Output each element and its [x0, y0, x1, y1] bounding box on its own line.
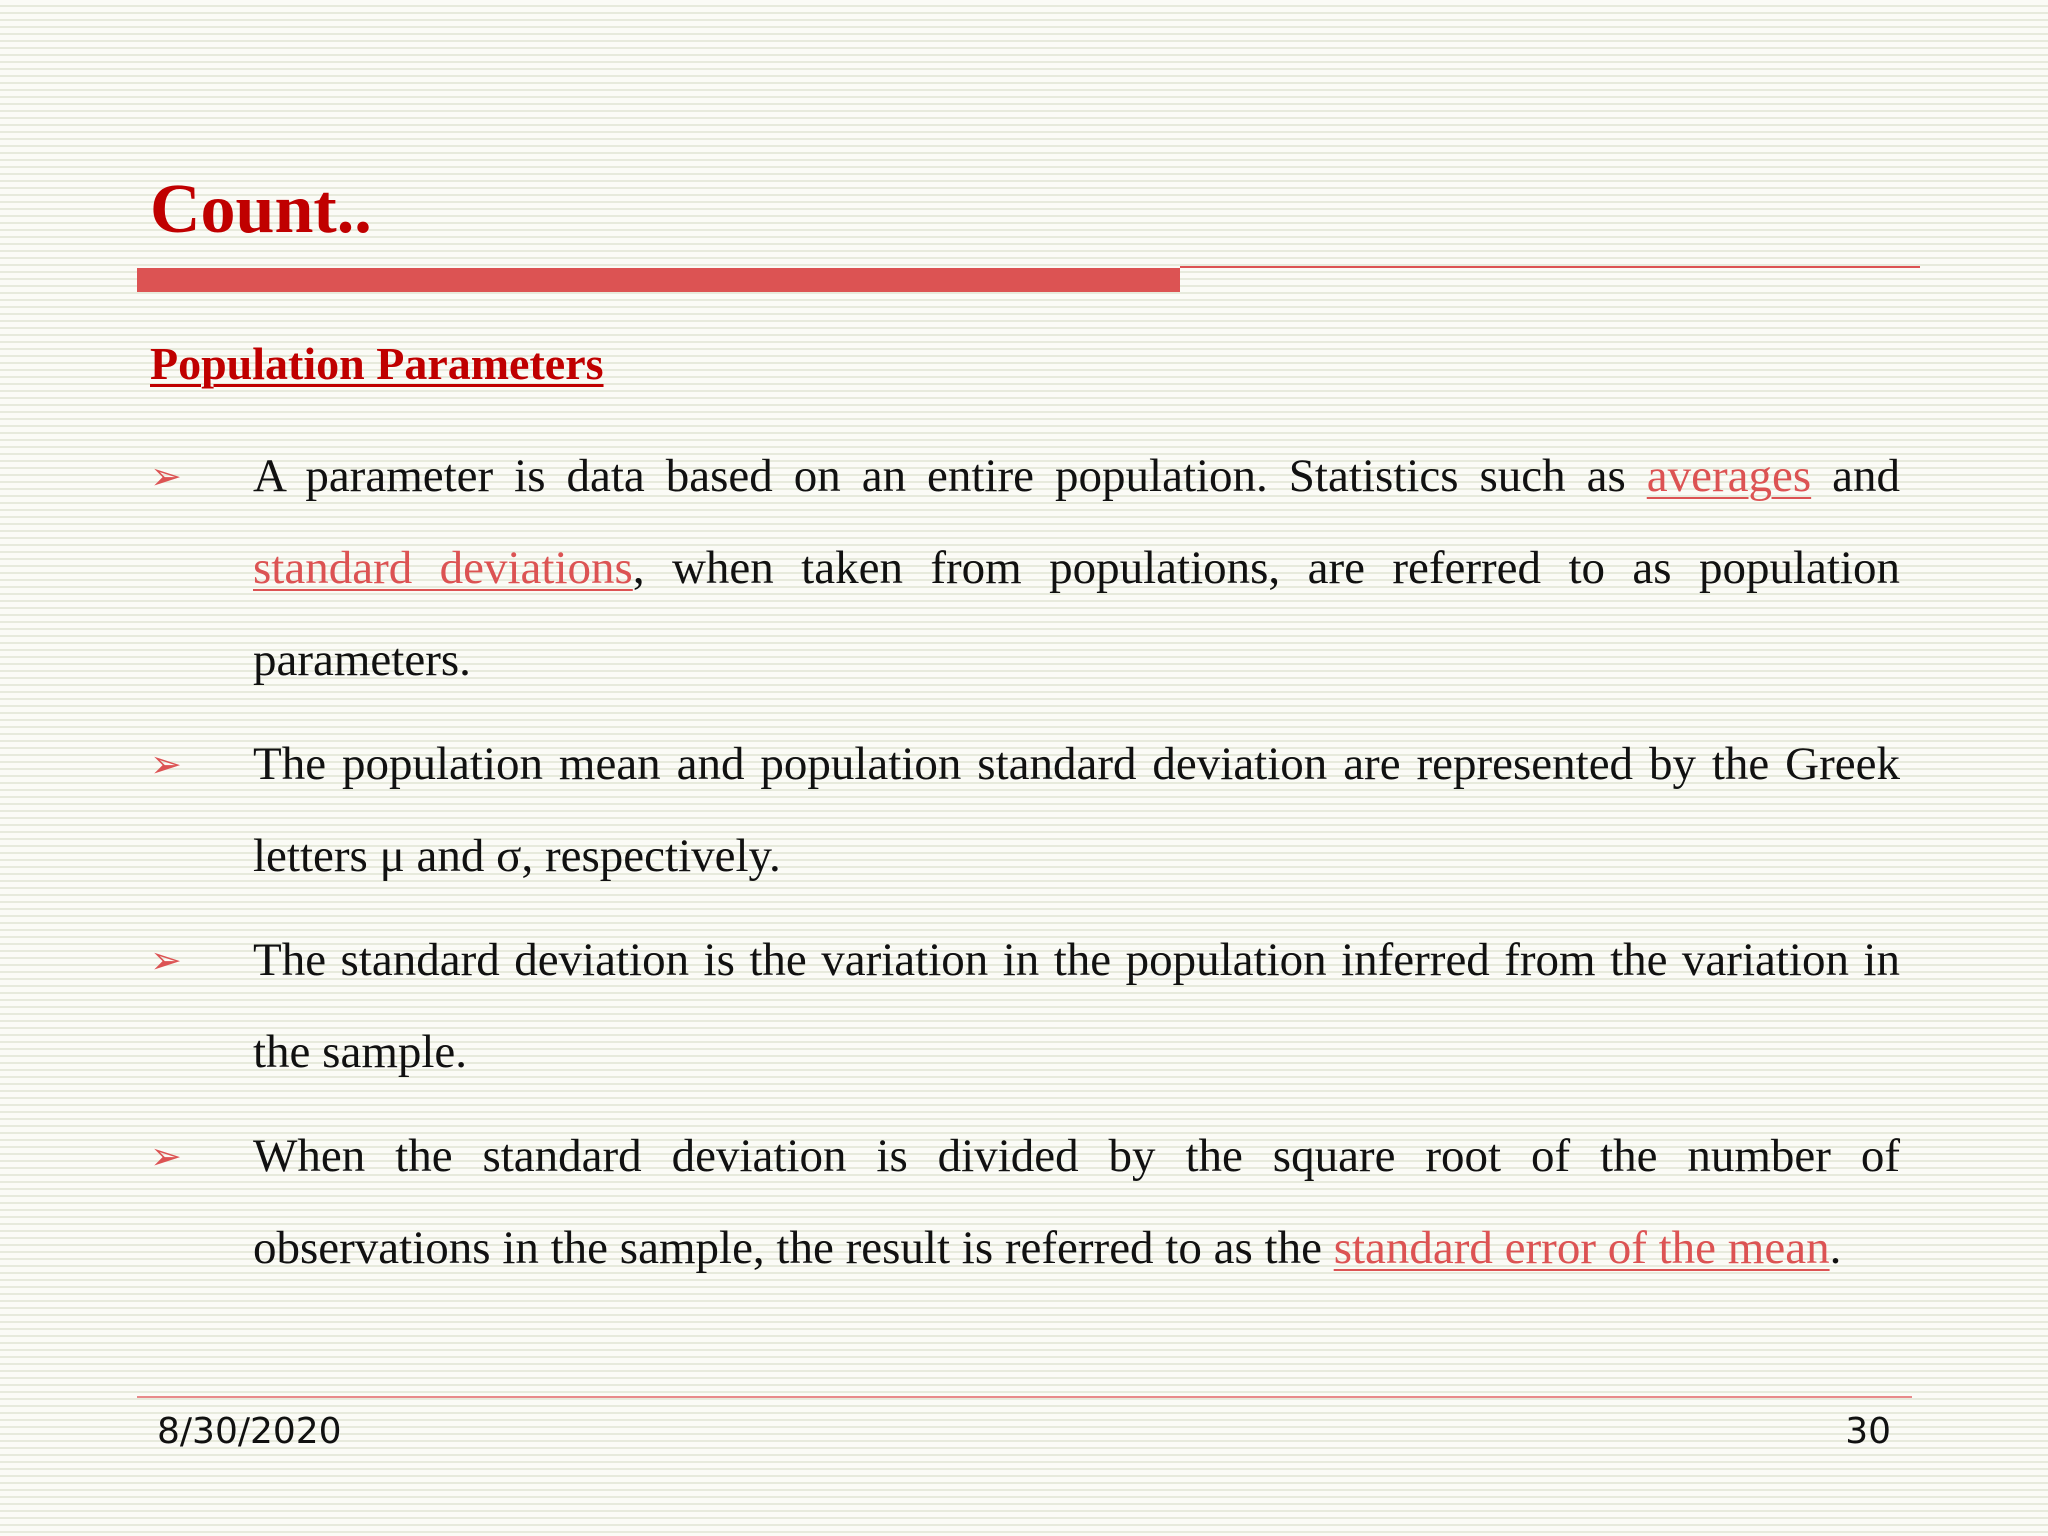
bullet-text-segment: A parameter is data based on an entire population. Statistics such as: [253, 450, 1647, 502]
bullet-text: [253, 914, 1900, 1098]
bullet-text-segment: The standard deviation is the variation in the population inferred from the variation in the sample.: [253, 934, 1900, 1078]
arrow-bullet-icon: ➢: [150, 1134, 182, 1178]
bullet-text-segment: and: [1811, 450, 1900, 502]
bullet-text: [253, 430, 1900, 706]
bullet-text-segment: .: [1829, 1222, 1842, 1274]
bullet-text: [253, 1110, 1900, 1294]
standard-deviations-link[interactable]: standard deviations: [253, 542, 633, 594]
standard-error-of-the-mean-link[interactable]: standard error of the mean: [1333, 1222, 1830, 1274]
title-rule-thick: [137, 268, 1180, 292]
title-rule-thin: [1180, 266, 1920, 268]
bullet-item-3: [150, 914, 1900, 1098]
arrow-bullet-icon: ➢: [150, 938, 182, 982]
footer-rule: [137, 1396, 1912, 1398]
bullet-item-1: [150, 430, 1900, 706]
bullet-list: [150, 430, 1900, 1306]
bullet-text-segment: The population mean and population standard deviation are represented by the Greek letters μ and σ, respectively.: [253, 738, 1900, 882]
bullet-text-segment: , when taken from populations, are referred to as population parameters.: [253, 542, 1900, 686]
bullet-item-4: [150, 1110, 1900, 1294]
bullet-text: [253, 718, 1900, 902]
arrow-bullet-icon: ➢: [150, 742, 182, 786]
page-number: 30: [1845, 1411, 1891, 1452]
bullet-item-2: [150, 718, 1900, 902]
bullet-text-segment: When the standard deviation is divided by the square root of the number of observations in the sample, the result is referred to as the: [253, 1130, 1900, 1274]
section-subheading: Population Parameters: [150, 338, 604, 389]
slide-title: Count..: [150, 171, 372, 248]
footer-date: 8/30/2020: [157, 1411, 342, 1452]
arrow-bullet-icon: ➢: [150, 454, 182, 498]
averages-link[interactable]: averages: [1646, 450, 1812, 502]
